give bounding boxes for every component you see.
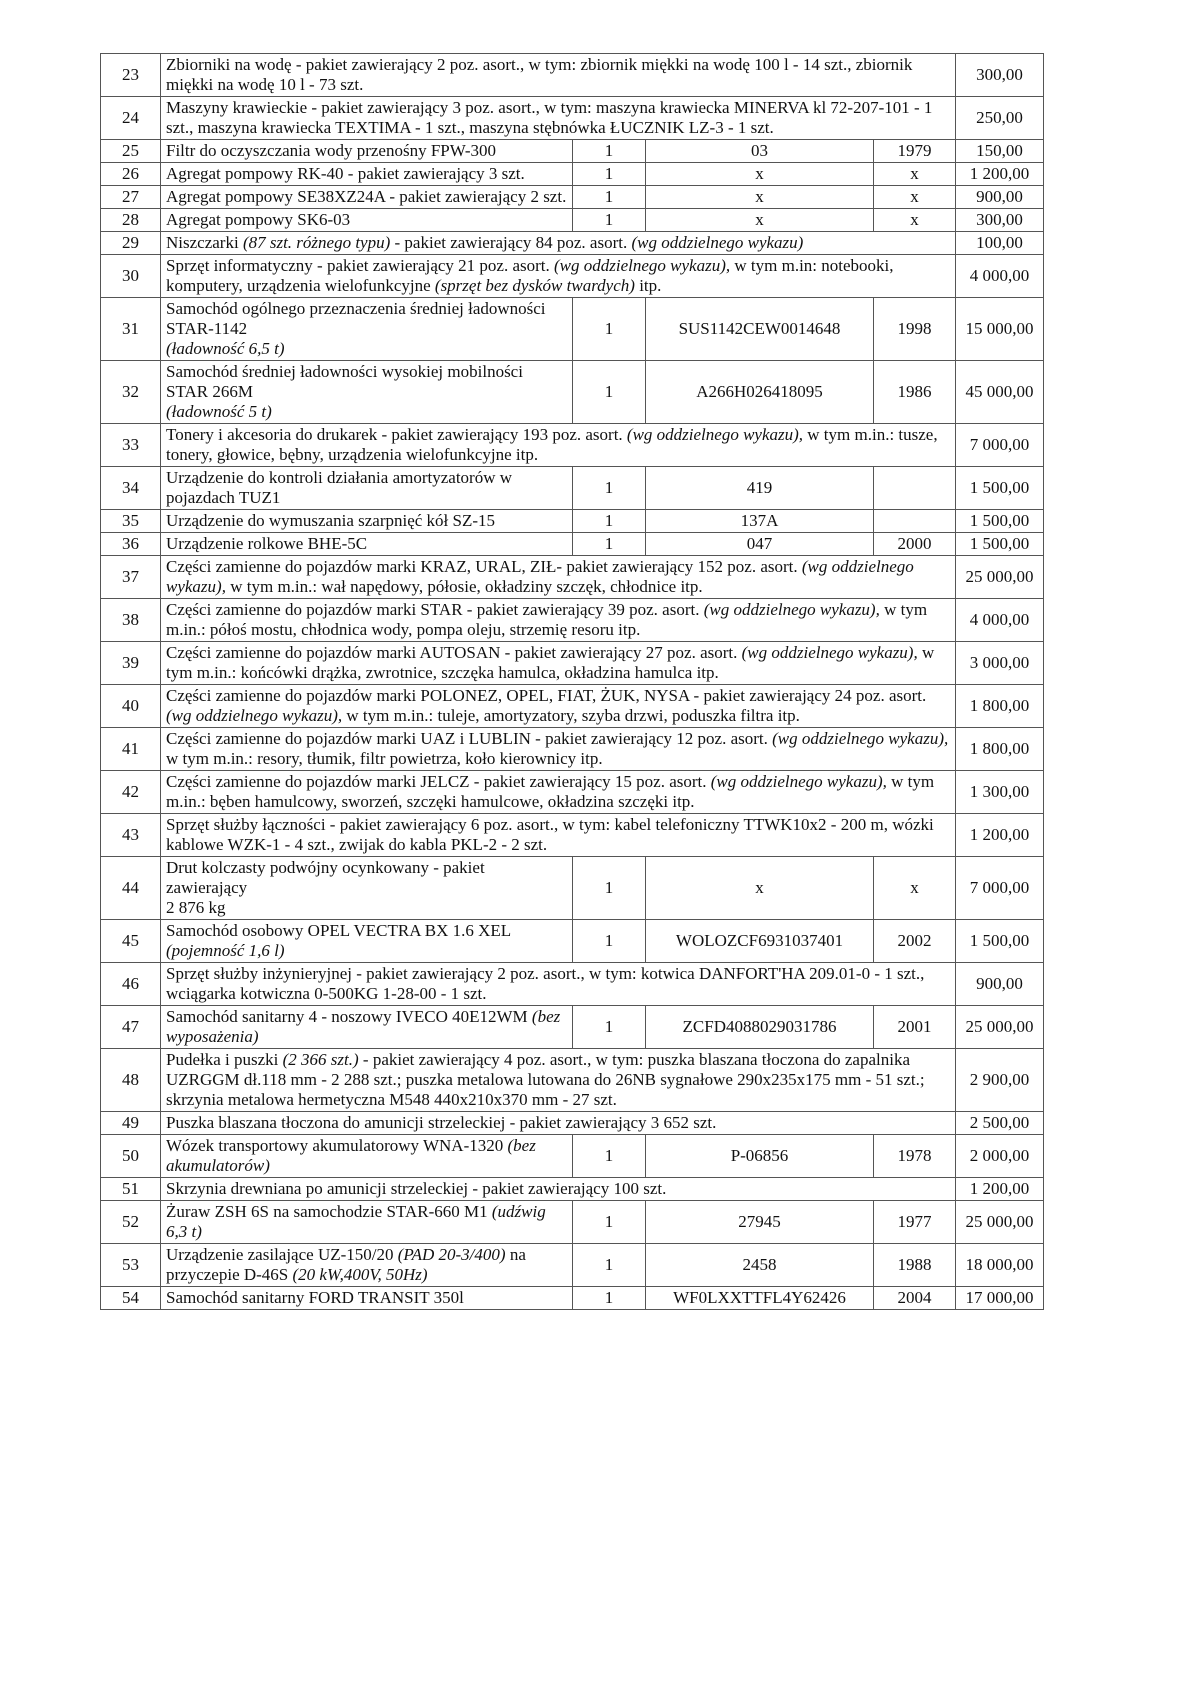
item-description — [161, 298, 573, 361]
row-number: 39 — [101, 642, 161, 685]
table-row — [101, 920, 1044, 963]
production-year: x — [874, 857, 956, 920]
table-row — [101, 814, 1044, 857]
row-number: 41 — [101, 728, 161, 771]
description-note: (wg oddzielnego wykazu), — [703, 600, 880, 619]
item-description — [161, 920, 573, 963]
item-description — [161, 857, 573, 920]
production-year: 1978 — [874, 1135, 956, 1178]
item-value: 17 000,00 — [956, 1287, 1044, 1310]
description-text: Samochód ogólnego przeznaczenia średniej ładowności STAR-1142 — [166, 299, 546, 338]
description-text: w tym m.in: notebooki, komputery, urządzenia wielofunkcyjne — [166, 256, 894, 295]
description-text: Części zamienne do pojazdów marki JELCZ - pakiet zawierający 15 poz. asort. — [166, 772, 711, 791]
item-description — [161, 361, 573, 424]
table-row — [101, 54, 1044, 97]
item-value: 900,00 — [956, 963, 1044, 1006]
item-value: 300,00 — [956, 209, 1044, 232]
item-value: 1 300,00 — [956, 771, 1044, 814]
description-note: (ładowność 6,5 t) — [166, 339, 285, 358]
row-number: 25 — [101, 140, 161, 163]
item-description — [161, 642, 956, 685]
row-number: 54 — [101, 1287, 161, 1310]
description-note: (wg oddzielnego wykazu), — [554, 256, 731, 275]
description-text: w tym m.in.: tusze, tonery, głowice, bębny, urządzenia wielofunkcyjne itp. — [166, 425, 938, 464]
description-note: (wg oddzielnego wykazu), — [741, 643, 918, 662]
serial-number: x — [646, 186, 874, 209]
table-row — [101, 857, 1044, 920]
table-row — [101, 298, 1044, 361]
production-year: x — [874, 209, 956, 232]
description-text: Części zamienne do pojazdów marki AUTOSAN - pakiet zawierający 27 poz. asort. — [166, 643, 742, 662]
description-text: Samochód sanitarny 4 - noszowy IVECO 40E12WM — [166, 1007, 532, 1026]
row-number: 40 — [101, 685, 161, 728]
item-value: 15 000,00 — [956, 298, 1044, 361]
inventory-table — [100, 53, 1044, 1310]
quantity: 1 — [573, 361, 646, 424]
item-description — [161, 424, 956, 467]
inventory-table-body — [101, 54, 1044, 1310]
table-row — [101, 556, 1044, 599]
item-description: Agregat pompowy SK6-03 — [161, 209, 573, 232]
item-description — [161, 599, 956, 642]
description-note: (wg oddzielnego wykazu), — [772, 729, 949, 748]
production-year: 1998 — [874, 298, 956, 361]
row-number: 35 — [101, 510, 161, 533]
item-value: 1 500,00 — [956, 920, 1044, 963]
table-row — [101, 1049, 1044, 1112]
production-year: 1988 — [874, 1244, 956, 1287]
description-text: Części zamienne do pojazdów marki UAZ i LUBLIN - pakiet zawierający 12 poz. asort. — [166, 729, 773, 748]
item-value: 1 500,00 — [956, 467, 1044, 510]
table-row — [101, 1178, 1044, 1201]
item-description: Urządzenie do kontroli działania amortyzatorów w pojazdach TUZ1 — [161, 467, 573, 510]
row-number: 44 — [101, 857, 161, 920]
description-text: Urządzenie zasilające UZ-150/20 — [166, 1245, 398, 1264]
item-value: 7 000,00 — [956, 857, 1044, 920]
row-number: 52 — [101, 1201, 161, 1244]
description-text: Niszczarki — [166, 233, 243, 252]
item-description: Zbiorniki na wodę - pakiet zawierający 2 poz. asort., w tym: zbiornik miękki na wodę 100 l - 14 szt., zbiornik miękki na wodę 10 l - 73 szt. — [161, 54, 956, 97]
row-number: 45 — [101, 920, 161, 963]
description-note: (PAD 20-3/400) — [397, 1245, 506, 1264]
quantity: 1 — [573, 533, 646, 556]
item-value: 250,00 — [956, 97, 1044, 140]
item-value: 4 000,00 — [956, 599, 1044, 642]
quantity: 1 — [573, 140, 646, 163]
quantity: 1 — [573, 510, 646, 533]
item-value: 2 500,00 — [956, 1112, 1044, 1135]
description-text: w tym m.in.: resory, tłumik, filtr powietrza, koło kierownicy itp. — [166, 749, 603, 768]
description-note: (pojemność 1,6 l) — [166, 941, 285, 960]
description-text: Części zamienne do pojazdów marki KRAZ, URAL, ZIŁ- pakiet zawierający 152 poz. asort. — [166, 557, 802, 576]
production-year: 2002 — [874, 920, 956, 963]
quantity: 1 — [573, 186, 646, 209]
table-row — [101, 186, 1044, 209]
production-year: 1979 — [874, 140, 956, 163]
description-text: w tym m.in.: tuleje, amortyzatory, szyba drzwi, poduszka filtra itp. — [342, 706, 800, 725]
item-description — [161, 1135, 573, 1178]
row-number: 53 — [101, 1244, 161, 1287]
serial-number: 137A — [646, 510, 874, 533]
item-description — [161, 1049, 956, 1112]
serial-number: WOLOZCF6931037401 — [646, 920, 874, 963]
description-note: (ładowność 5 t) — [166, 402, 272, 421]
item-value: 1 500,00 — [956, 533, 1044, 556]
production-year — [874, 467, 956, 510]
serial-number: x — [646, 209, 874, 232]
table-row — [101, 361, 1044, 424]
item-description — [161, 556, 956, 599]
item-value: 1 200,00 — [956, 163, 1044, 186]
description-text: - pakiet zawierający 84 poz. asort. — [390, 233, 632, 252]
item-description: Sprzęt służby inżynieryjnej - pakiet zawierający 2 poz. asort., w tym: kotwica DANFORT'HA 209.01-0 - 1 szt., wciągarka kotwiczna 0-500KG 1-28-00 - 1 szt. — [161, 963, 956, 1006]
production-year: 2000 — [874, 533, 956, 556]
item-value: 25 000,00 — [956, 556, 1044, 599]
item-value: 3 000,00 — [956, 642, 1044, 685]
item-value: 2 000,00 — [956, 1135, 1044, 1178]
description-text: Części zamienne do pojazdów marki STAR - pakiet zawierający 39 poz. asort. — [166, 600, 704, 619]
serial-number: A266H026418095 — [646, 361, 874, 424]
table-row — [101, 510, 1044, 533]
quantity: 1 — [573, 163, 646, 186]
table-row — [101, 1112, 1044, 1135]
item-description: Skrzynia drewniana po amunicji strzeleckiej - pakiet zawierający 100 szt. — [161, 1178, 956, 1201]
item-description — [161, 728, 956, 771]
table-row — [101, 1287, 1044, 1310]
row-number: 26 — [101, 163, 161, 186]
description-text: Drut kolczasty podwójny ocynkowany - pakiet zawierający — [166, 858, 485, 897]
item-value: 100,00 — [956, 232, 1044, 255]
serial-number: P-06856 — [646, 1135, 874, 1178]
description-note: (bez wyposażenia) — [166, 1007, 561, 1046]
table-row — [101, 533, 1044, 556]
description-note: (udźwig 6,3 t) — [166, 1202, 546, 1241]
quantity: 1 — [573, 920, 646, 963]
production-year: 1977 — [874, 1201, 956, 1244]
description-text: w tym m.in.: bęben hamulcowy, sworzeń, szczęki hamulcowe, okładzina szczęki itp. — [166, 772, 935, 811]
item-description: Samochód sanitarny FORD TRANSIT 350l — [161, 1287, 573, 1310]
description-note: (wg oddzielnego wykazu), — [710, 772, 887, 791]
row-number: 43 — [101, 814, 161, 857]
item-value: 1 800,00 — [956, 685, 1044, 728]
quantity: 1 — [573, 1287, 646, 1310]
description-text: itp. — [634, 276, 662, 295]
description-note: (wg oddzielnego wykazu), — [626, 425, 804, 444]
production-year: 2001 — [874, 1006, 956, 1049]
description-note: (87 szt. różnego typu) — [242, 233, 391, 252]
description-text: w tym m.in.: końcówki drążka, zwrotnice, szczęka hamulca, okładzina hamulca itp. — [166, 643, 935, 682]
row-number: 37 — [101, 556, 161, 599]
table-row — [101, 1135, 1044, 1178]
description-text: Części zamienne do pojazdów marki POLONEZ, OPEL, FIAT, ŻUK, NYSA - pakiet zawierający 24 poz. asort. — [166, 686, 927, 705]
item-description: Puszka blaszana tłoczona do amunicji strzeleckiej - pakiet zawierający 3 652 szt. — [161, 1112, 956, 1135]
row-number: 28 — [101, 209, 161, 232]
table-row — [101, 771, 1044, 814]
item-description: Urządzenie rolkowe BHE-5C — [161, 533, 573, 556]
description-text: Wózek transportowy akumulatorowy WNA-1320 — [166, 1136, 508, 1155]
row-number: 23 — [101, 54, 161, 97]
production-year: x — [874, 163, 956, 186]
item-description — [161, 685, 956, 728]
item-value: 18 000,00 — [956, 1244, 1044, 1287]
description-text: na przyczepie D-46S — [166, 1245, 526, 1284]
item-description — [161, 255, 956, 298]
table-row — [101, 232, 1044, 255]
table-row — [101, 1244, 1044, 1287]
row-number: 48 — [101, 1049, 161, 1112]
description-note: (20 kW,400V, 50Hz) — [292, 1265, 428, 1284]
table-row — [101, 642, 1044, 685]
table-row — [101, 963, 1044, 1006]
table-row — [101, 467, 1044, 510]
serial-number: x — [646, 163, 874, 186]
production-year: 2004 — [874, 1287, 956, 1310]
quantity: 1 — [573, 1135, 646, 1178]
item-description: Sprzęt służby łączności - pakiet zawierający 6 poz. asort., w tym: kabel telefoniczny TTWK10x2 - 200 m, wózki kablowe WZK-1 - 4 szt., zwijak do kabla PKL-2 - 2 szt. — [161, 814, 956, 857]
row-number: 33 — [101, 424, 161, 467]
description-text: w tym m.in.: wał napędowy, półosie, okładziny szczęk, chłodnice itp. — [225, 577, 703, 596]
item-value: 300,00 — [956, 54, 1044, 97]
serial-number: ZCFD4088029031786 — [646, 1006, 874, 1049]
quantity: 1 — [573, 1006, 646, 1049]
quantity: 1 — [573, 1201, 646, 1244]
item-value: 7 000,00 — [956, 424, 1044, 467]
row-number: 24 — [101, 97, 161, 140]
item-value: 2 900,00 — [956, 1049, 1044, 1112]
item-description: Agregat pompowy SE38XZ24A - pakiet zawierający 2 szt. — [161, 186, 573, 209]
description-text: Samochód osobowy OPEL VECTRA BX 1.6 XEL — [166, 921, 511, 940]
item-value: 45 000,00 — [956, 361, 1044, 424]
item-value: 25 000,00 — [956, 1006, 1044, 1049]
quantity: 1 — [573, 1244, 646, 1287]
quantity: 1 — [573, 209, 646, 232]
production-year — [874, 510, 956, 533]
row-number: 30 — [101, 255, 161, 298]
item-value: 1 200,00 — [956, 814, 1044, 857]
row-number: 36 — [101, 533, 161, 556]
quantity: 1 — [573, 857, 646, 920]
item-description — [161, 1244, 573, 1287]
table-row — [101, 685, 1044, 728]
table-row — [101, 163, 1044, 186]
description-text: - pakiet zawierający 4 poz. asort., w tym: puszka blaszana tłoczona do zapalnika UZRGGM dł.118 mm - 2 288 szt.; puszka metalowa lutowana do 26NB sygnałowe 290x235x175 mm - 51 szt.; skrzynia metalowa hermetyczna M548 440x210x370 mm - 27 szt. — [166, 1050, 925, 1109]
description-text: Sprzęt informatyczny - pakiet zawierający 21 poz. asort. — [166, 256, 555, 275]
row-number: 42 — [101, 771, 161, 814]
serial-number: 27945 — [646, 1201, 874, 1244]
table-row — [101, 599, 1044, 642]
item-description — [161, 1201, 573, 1244]
row-number: 38 — [101, 599, 161, 642]
table-row — [101, 728, 1044, 771]
quantity: 1 — [573, 298, 646, 361]
table-row — [101, 97, 1044, 140]
item-description: Agregat pompowy RK-40 - pakiet zawierający 3 szt. — [161, 163, 573, 186]
table-row — [101, 255, 1044, 298]
description-text: Samochód średniej ładowności wysokiej mobilności STAR 266M — [166, 362, 523, 401]
description-text: w tym m.in.: półoś mostu, chłodnica wody, pompa oleju, strzemię resoru itp. — [166, 600, 928, 639]
item-value: 25 000,00 — [956, 1201, 1044, 1244]
serial-number: WF0LXXTTFL4Y62426 — [646, 1287, 874, 1310]
description-note: (wg oddzielnego wykazu), — [166, 706, 343, 725]
row-number: 47 — [101, 1006, 161, 1049]
description-text: Tonery i akcesoria do drukarek - pakiet zawierający 193 poz. asort. — [166, 425, 627, 444]
row-number: 49 — [101, 1112, 161, 1135]
item-description: Filtr do oczyszczania wody przenośny FPW-300 — [161, 140, 573, 163]
table-row — [101, 1006, 1044, 1049]
table-row — [101, 1201, 1044, 1244]
serial-number: 419 — [646, 467, 874, 510]
serial-number: SUS1142CEW0014648 — [646, 298, 874, 361]
row-number: 31 — [101, 298, 161, 361]
item-description — [161, 771, 956, 814]
row-number: 50 — [101, 1135, 161, 1178]
quantity: 1 — [573, 467, 646, 510]
item-description: Urządzenie do wymuszania szarpnięć kół SZ-15 — [161, 510, 573, 533]
table-row — [101, 209, 1044, 232]
description-note: (wg oddzielnego wykazu), — [166, 557, 914, 596]
description-text: Pudełka i puszki — [166, 1050, 283, 1069]
row-number: 34 — [101, 467, 161, 510]
description-note: (bez akumulatorów) — [166, 1136, 536, 1175]
table-row — [101, 424, 1044, 467]
item-value: 4 000,00 — [956, 255, 1044, 298]
table-row — [101, 140, 1044, 163]
row-number: 27 — [101, 186, 161, 209]
row-number: 29 — [101, 232, 161, 255]
production-year: 1986 — [874, 361, 956, 424]
row-number: 32 — [101, 361, 161, 424]
item-description — [161, 1006, 573, 1049]
serial-number: 2458 — [646, 1244, 874, 1287]
description-text: Żuraw ZSH 6S na samochodzie STAR-660 M1 — [166, 1202, 492, 1221]
item-value: 1 800,00 — [956, 728, 1044, 771]
serial-number: x — [646, 857, 874, 920]
item-description — [161, 232, 956, 255]
item-value: 900,00 — [956, 186, 1044, 209]
row-number: 51 — [101, 1178, 161, 1201]
item-description: Maszyny krawieckie - pakiet zawierający 3 poz. asort., w tym: maszyna krawiecka MINERVA kl 72-207-101 - 1 szt., maszyna krawiecka TEXTIMA - 1 szt., maszyna stębnówka ŁUCZNIK LZ-3 - 1 szt. — [161, 97, 956, 140]
item-value: 1 200,00 — [956, 1178, 1044, 1201]
description-note: (2 366 szt.) — [282, 1050, 359, 1069]
item-value: 1 500,00 — [956, 510, 1044, 533]
description-note: (wg oddzielnego wykazu) — [631, 233, 804, 252]
description-note: (sprzęt bez dysków twardych) — [434, 276, 635, 295]
row-number: 46 — [101, 963, 161, 1006]
serial-number: 047 — [646, 533, 874, 556]
item-value: 150,00 — [956, 140, 1044, 163]
description-text: 2 876 kg — [166, 898, 226, 917]
serial-number: 03 — [646, 140, 874, 163]
production-year: x — [874, 186, 956, 209]
